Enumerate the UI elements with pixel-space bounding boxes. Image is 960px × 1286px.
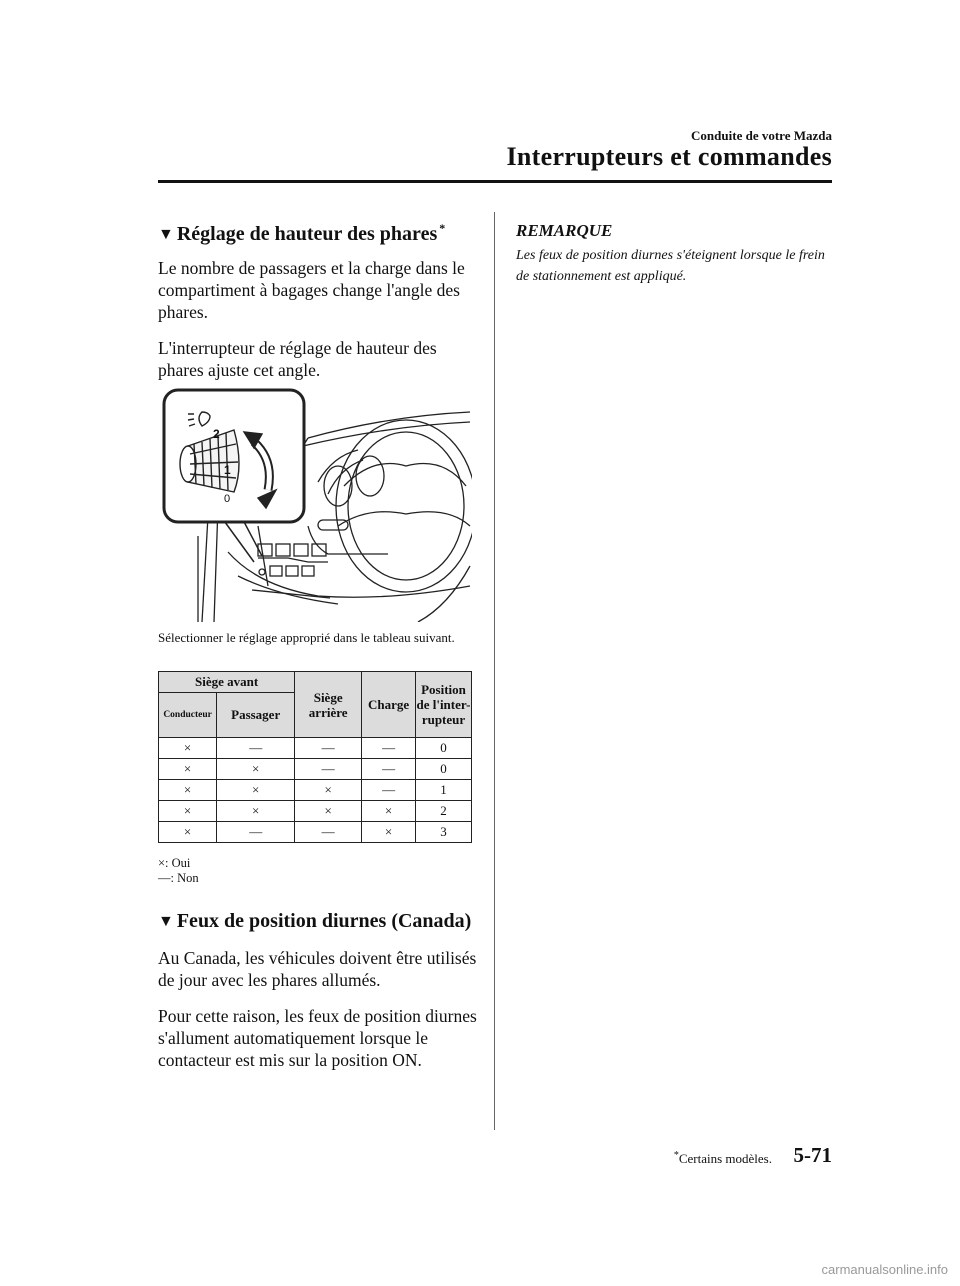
heading-text: Réglage de hauteur des phares: [176, 223, 438, 245]
table-cell: ―: [362, 759, 416, 780]
page-number: 5-71: [793, 1143, 832, 1167]
triangle-bullet-icon: ▼: [158, 226, 174, 243]
col-switch-position: Position de l'inter-rupteur: [415, 672, 471, 738]
table-cell: ×: [217, 759, 295, 780]
table-cell: ―: [217, 738, 295, 759]
column-divider: [494, 212, 495, 1130]
col-front-seat: Siège avant: [159, 672, 295, 693]
paragraph-intro: Le nombre de passagers et la charge dans le compartiment à bagages change l'angle des phares.: [158, 258, 465, 322]
table-row: [159, 822, 472, 843]
table-cell: ―: [362, 780, 416, 801]
table-cell: ―: [295, 822, 362, 843]
table-cell: ×: [362, 822, 416, 843]
col-driver: Conducteur: [159, 693, 217, 738]
table-cell: 2: [415, 801, 471, 822]
table-cell: ×: [362, 801, 416, 822]
table-caption: Sélectionner le réglage approprié dans le tableau suivant.: [158, 630, 455, 645]
table-cell: 0: [415, 759, 471, 780]
dial-label-1: 1: [224, 463, 231, 477]
table-row: [159, 759, 472, 780]
table-row: [159, 738, 472, 759]
table-cell: 1: [415, 780, 471, 801]
table-cell: ―: [295, 738, 362, 759]
col-load: Charge: [362, 672, 416, 738]
triangle-bullet-icon: ▼: [158, 913, 174, 930]
headlight-leveling-illustration: [158, 386, 472, 622]
remark-text: Les feux de position diurnes s'éteignent lorsque le frein de stationnement est appliqué.: [516, 248, 825, 284]
table-cell: ―: [362, 738, 416, 759]
table-cell: ×: [217, 780, 295, 801]
col-rear-seat: Siège arrière: [295, 672, 362, 738]
table-cell: ×: [295, 801, 362, 822]
paragraph-drl: Pour cette raison, les feux de position diurnes s'allument automatiquement lorsque le contacteur est mis sur la position ON.: [158, 1006, 477, 1070]
dial-label-2: 2: [213, 427, 220, 441]
remark-title: REMARQUE: [516, 221, 613, 240]
table-cell: 3: [415, 822, 471, 843]
table-cell: ×: [159, 738, 217, 759]
heading-daytime-running-lights: [158, 910, 471, 933]
page-title: Interrupteurs et commandes: [506, 142, 832, 171]
table-cell: ×: [295, 780, 362, 801]
asterisk-icon: *: [673, 1150, 679, 1161]
paragraph-switch: L'interrupteur de réglage de hauteur des phares ajuste cet angle.: [158, 338, 437, 380]
section-label: Conduite de votre Mazda: [691, 128, 832, 143]
table-row: [159, 780, 472, 801]
table-cell: ×: [159, 759, 217, 780]
header-rule: [158, 180, 832, 183]
table-cell: ―: [295, 759, 362, 780]
table-row: [159, 801, 472, 822]
heading-text: Feux de position diurnes (Canada): [176, 910, 472, 932]
legend-yes: ×: Oui: [158, 856, 191, 870]
asterisk-icon: *: [439, 221, 446, 235]
footnote-text: Certains modèles.: [678, 1151, 772, 1166]
headlight-setting-table: [158, 671, 472, 843]
dial-label-0: 0: [224, 493, 231, 505]
col-passenger: Passager: [217, 693, 295, 738]
table-cell: ×: [159, 801, 217, 822]
table-cell: ×: [159, 822, 217, 843]
table-cell: ―: [217, 822, 295, 843]
legend-no: ―: Non: [158, 871, 199, 885]
watermark: carmanualsonline.info: [821, 1262, 948, 1277]
paragraph-canada: Au Canada, les véhicules doivent être utilisés de jour avec les phares allumés.: [158, 948, 477, 990]
table-cell: 0: [415, 738, 471, 759]
footnote: [674, 1150, 772, 1167]
table-cell: ×: [217, 801, 295, 822]
heading-headlight-leveling: [158, 221, 445, 246]
table-cell: ×: [159, 780, 217, 801]
